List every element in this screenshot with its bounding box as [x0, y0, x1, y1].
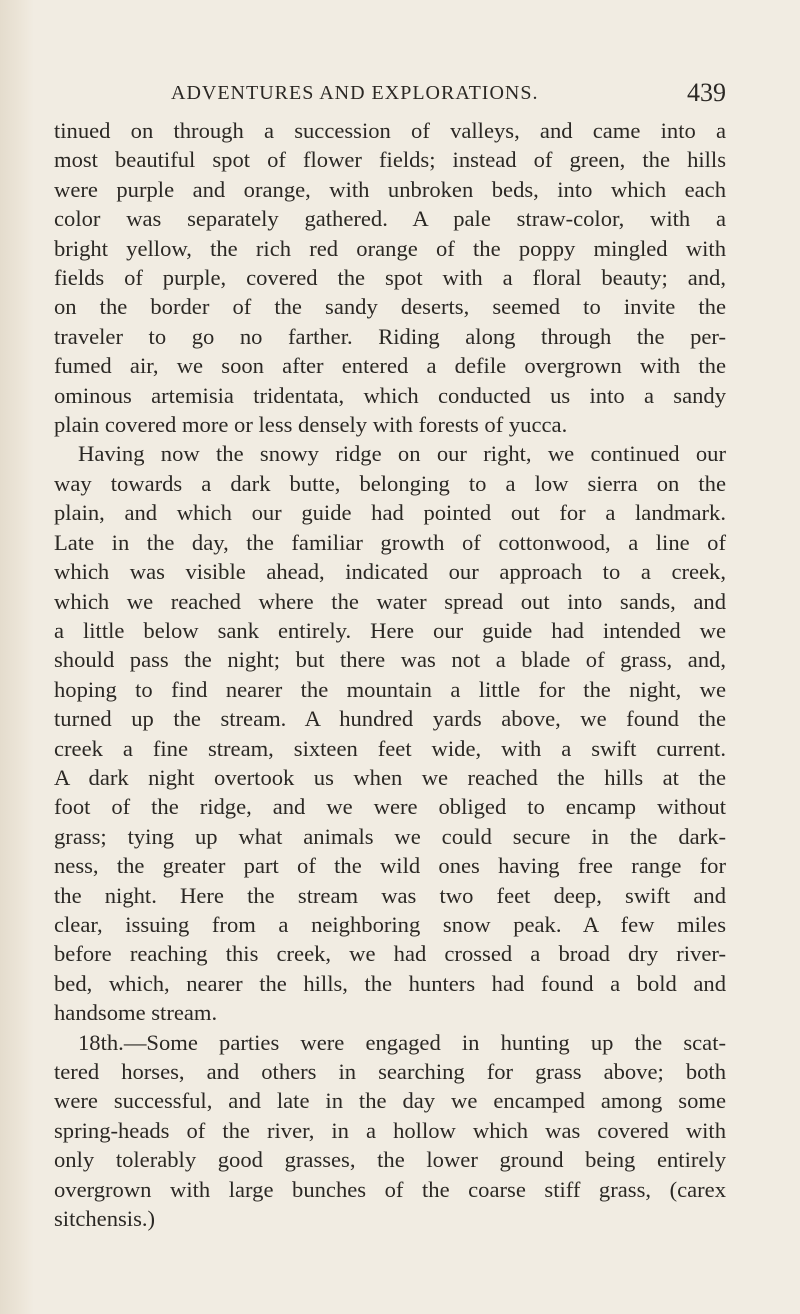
page-gutter-shadow [0, 0, 34, 1314]
text-line: hoping to find nearer the mountain a little for the night, we [54, 676, 726, 702]
text-line: fields of purple, covered the spot with a floral beauty; and, [54, 265, 726, 291]
text-line: which was visible ahead, indicated our approach to a creek, [54, 559, 726, 585]
text-line: ominous artemisia tridentata, which conducted us into a sandy [54, 382, 726, 408]
text-line: Having now the snowy ridge on our right, we continued our [78, 441, 726, 467]
text-line: most beautiful spot of flower fields; instead of green, the hills [54, 147, 726, 173]
text-line: traveler to go no farther. Riding along through the per- [54, 323, 726, 349]
text-line: were successful, and late in the day we encamped among some [54, 1088, 726, 1114]
text-line: a little below sank entirely. Here our guide had intended we [54, 617, 726, 643]
text-line: plain, and which our guide had pointed out for a landmark. [54, 500, 726, 526]
text-line: grass; tying up what animals we could secure in the dark- [54, 823, 726, 849]
text-line: the night. Here the stream was two feet deep, swift and [54, 882, 726, 908]
running-head [54, 70, 726, 116]
text-line: handsome stream. [54, 1000, 218, 1026]
text-line: A dark night overtook us when we reached the hills at the [54, 764, 726, 790]
text-line: foot of the ridge, and we were obliged to encamp without [54, 794, 726, 820]
text-line: tered horses, and others in searching for grass above; both [54, 1059, 726, 1084]
text-line: fumed air, we soon after entered a defile overgrown with the [54, 353, 726, 379]
text-line: bright yellow, the rich red orange of the poppy mingled with [54, 235, 726, 261]
text-line: which we reached where the water spread out into sands, and [54, 588, 726, 614]
text-line: spring-heads of the river, in a hollow which was covered with [54, 1117, 726, 1143]
text-line: bed, which, nearer the hills, the hunters had found a bold and [54, 970, 726, 996]
text-line: Late in the day, the familiar growth of cottonwood, a line of [54, 529, 726, 555]
body-text [54, 116, 726, 1233]
text-line: way towards a dark butte, belonging to a low sierra on the [54, 470, 726, 496]
text-line: 18th.—Some parties were engaged in hunting up the scat- [78, 1029, 726, 1055]
text-line: were purple and orange, with unbroken beds, into which each [54, 176, 726, 202]
text-line: overgrown with large bunches of the coarse stiff grass, (carex [54, 1176, 726, 1202]
book-page [54, 70, 726, 1233]
text-line: on the border of the sandy deserts, seemed to invite the [54, 294, 726, 320]
running-title: ADVENTURES AND EXPLORATIONS. [171, 82, 539, 104]
text-line: clear, issuing from a neighboring snow peak. A few miles [54, 911, 726, 937]
text-line: sitchensis.) [54, 1206, 156, 1232]
text-line: before reaching this creek, we had crossed a broad dry river- [54, 941, 726, 967]
text-line: should pass the night; but there was not a blade of grass, and, [54, 647, 726, 673]
text-line: creek a fine stream, sixteen feet wide, with a swift current. [54, 735, 726, 761]
page-number: 439 [687, 78, 726, 107]
text-line: plain covered more or less densely with forests of yucca. [54, 412, 568, 438]
text-line: color was separately gathered. A pale straw-color, with a [54, 206, 726, 232]
text-line: turned up the stream. A hundred yards above, we found the [54, 706, 726, 732]
text-line: ness, the greater part of the wild ones having free range for [54, 853, 726, 879]
text-line: tinued on through a succession of valleys, and came into a [54, 118, 726, 143]
text-line: only tolerably good grasses, the lower ground being entirely [54, 1147, 726, 1173]
